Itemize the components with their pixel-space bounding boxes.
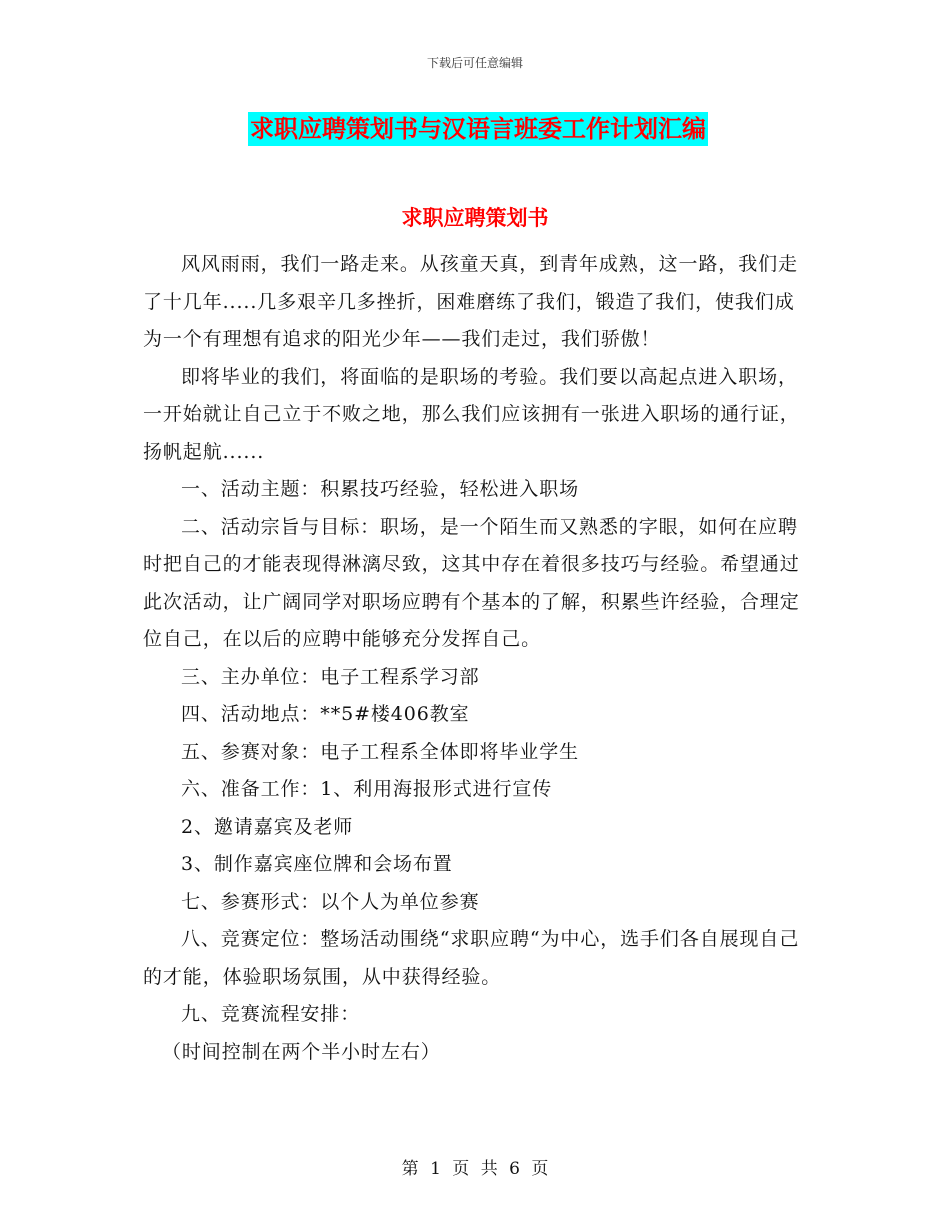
item-purpose: 二、活动宗旨与目标：职场，是一个陌生而又熟悉的字眼，如何在应聘时把自己的才能表现得淋漓尽致，这其中存在着很多技巧与经验。希望通过此次活动，让广阔同学对职场应聘有个基本的了解，积累些许经验，合理定位自己，在以后的应聘中能够充分发挥自己。: [143, 515, 800, 650]
item-schedule-note: （时间控制在两个半小时左右）: [162, 1040, 441, 1063]
document-title: 求职应聘策划书与汉语言班委工作计划汇编: [248, 112, 708, 146]
item-positioning: 八、竞赛定位：整场活动围绕“求职应聘“为中心，选手们各自展现自己的才能，体验职场氛围，从中获得经验。: [143, 928, 800, 988]
item-schedule: 九、竞赛流程安排：: [181, 1003, 361, 1025]
item-location: 四、活动地点：**5#楼406教室: [181, 703, 470, 725]
document-body: [143, 246, 803, 1071]
item-organizer: 三、主办单位：电子工程系学习部: [181, 665, 480, 688]
item-preparation-3: 3、制作嘉宾座位牌和会场布置: [181, 853, 453, 875]
header-note: 下载后可任意编辑: [426, 56, 523, 70]
item-preparation-2: 2、邀请嘉宾及老师: [181, 815, 354, 838]
item-participants: 五、参赛对象：电子工程系全体即将毕业学生: [181, 740, 580, 763]
paragraph-context: 即将毕业的我们，将面临的是职场的考验。我们要以高起点进入职场，一开始就让自己立于不败之地，那么我们应该拥有一张进入职场的通行证，扬帆起航......: [143, 365, 800, 463]
paragraph-intro: 风风雨雨，我们一路走来。从孩童天真，到青年成熟，这一路，我们走了十几年.....几多艰辛几多挫折，困难磨练了我们，锻造了我们，使我们成为一个有理想有追求的阳光少年——我们走过，我们骄傲！: [143, 253, 798, 350]
item-preparation: 六、准备工作：1、利用海报形式进行宣传: [181, 778, 553, 800]
page-footer: 第 1 页 共 6 页: [401, 1159, 549, 1179]
item-format: 七、参赛形式：以个人为单位参赛: [181, 890, 480, 913]
section-title: 求职应聘策划书: [401, 205, 549, 230]
item-theme: 一、活动主题：积累技巧经验，轻松进入职场: [181, 478, 580, 500]
